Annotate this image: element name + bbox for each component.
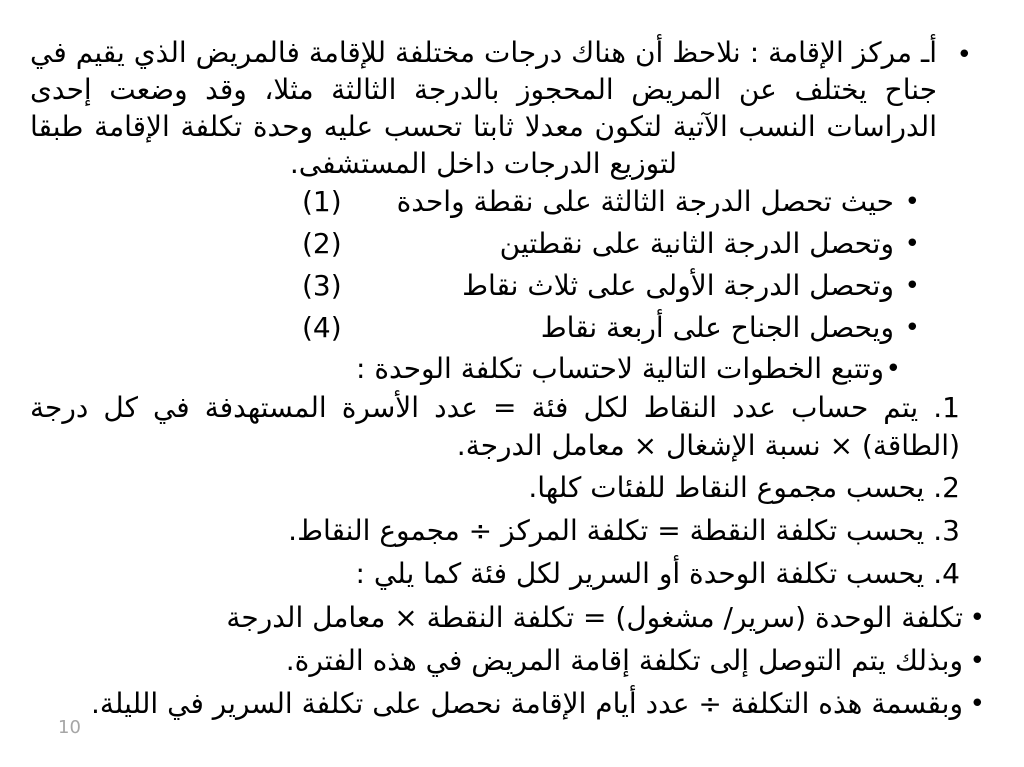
closing-bullet-row bbox=[0, 599, 1024, 641]
point-row bbox=[0, 183, 1024, 225]
point-row bbox=[0, 267, 1024, 309]
bullet-icon: • bbox=[904, 313, 920, 343]
closing-text: تكلفة الوحدة (سرير/ مشغول) = تكلفة النقطة × معامل الدرجة bbox=[226, 601, 963, 634]
point-value: (4) bbox=[302, 311, 342, 344]
numbered-step bbox=[30, 512, 960, 550]
closing-bullet-row bbox=[0, 642, 1024, 684]
step-number: 2. bbox=[933, 471, 960, 504]
steps-intro-text: وتتبع الخطوات التالية لاحتساب تكلفة الوحدة : bbox=[356, 352, 884, 385]
bullet-icon: • bbox=[904, 271, 920, 301]
intro-paragraph: أـ مركز الإقامة : نلاحظ أن هناك درجات مختلفة للإقامة فالمريض الذي يقيم في جناح يختلف عن المريض المحجوز بالدرجة الثالثة مثلا، وقد وضعت إحدى الدراسات النسب الآتية لتكون معدلا ثابتا تحسب عليه وحدة تكلفة الإقامة طبقا لتوزيع الدرجات داخل المستشفى. bbox=[30, 36, 937, 180]
point-row bbox=[0, 309, 1024, 351]
point-value: (1) bbox=[302, 185, 342, 218]
bullet-icon: • bbox=[969, 603, 985, 633]
step-number: 3. bbox=[933, 514, 960, 547]
point-text: ويحصل الجناح على أربعة نقاط bbox=[540, 311, 894, 344]
point-text: حيث تحصل الدرجة الثالثة على نقطة واحدة bbox=[396, 185, 894, 218]
closing-bullet-row bbox=[0, 685, 1024, 727]
steps-intro-row bbox=[0, 350, 1024, 392]
step-text: يحسب تكلفة النقطة = تكلفة المركز ÷ مجموع النقاط. bbox=[288, 514, 925, 547]
step-number: 1. bbox=[933, 391, 960, 424]
bullet-icon: • bbox=[969, 646, 985, 676]
step-text: يحسب تكلفة الوحدة أو السرير لكل فئة كما يلي : bbox=[355, 557, 925, 590]
step-text: يحسب مجموع النقاط للفئات كلها. bbox=[528, 471, 925, 504]
numbered-step bbox=[30, 389, 960, 465]
point-value: (3) bbox=[302, 269, 342, 302]
point-text: وتحصل الدرجة الثانية على نقطتين bbox=[499, 227, 894, 260]
numbered-step bbox=[30, 469, 960, 507]
point-value: (2) bbox=[302, 227, 342, 260]
closing-text: وبقسمة هذه التكلفة ÷ عدد أيام الإقامة نحصل على تكلفة السرير في الليلة. bbox=[91, 687, 963, 720]
numbered-step bbox=[30, 555, 960, 593]
bullet-icon: • bbox=[956, 40, 972, 70]
bullet-icon: • bbox=[904, 187, 920, 217]
page-number: 10 bbox=[58, 717, 81, 738]
step-text: يتم حساب عدد النقاط لكل فئة = عدد الأسرة المستهدفة في كل درجة (الطاقة) × نسبة الإشغال × معامل الدرجة. bbox=[30, 391, 960, 462]
bullet-icon: • bbox=[904, 229, 920, 259]
point-text: وتحصل الدرجة الأولى على ثلاث نقاط bbox=[462, 269, 894, 302]
step-number: 4. bbox=[933, 557, 960, 590]
bullet-icon: • bbox=[969, 689, 985, 719]
bullet-icon: • bbox=[885, 354, 901, 384]
point-row bbox=[0, 225, 1024, 267]
closing-text: وبذلك يتم التوصل إلى تكلفة إقامة المريض في هذه الفترة. bbox=[285, 644, 963, 677]
